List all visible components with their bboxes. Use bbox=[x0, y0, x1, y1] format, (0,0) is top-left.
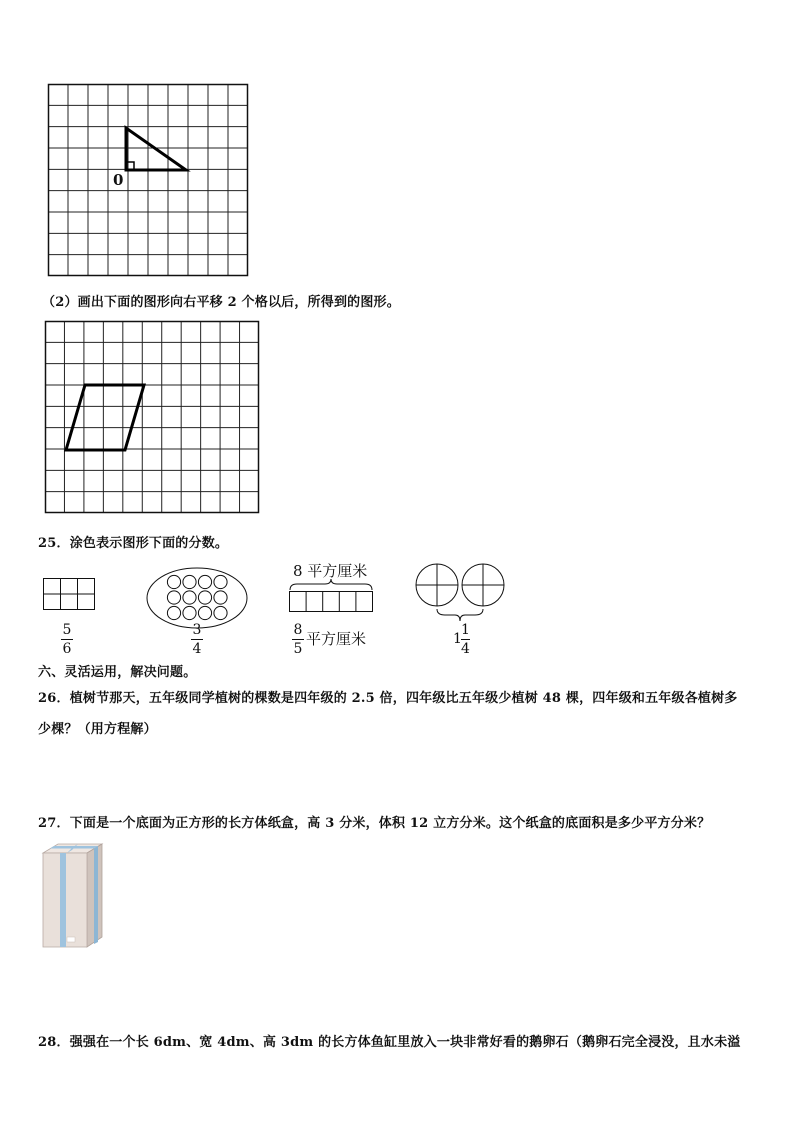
fraction-five-sixths bbox=[61, 623, 73, 656]
right-triangle bbox=[126, 128, 186, 170]
small-circle bbox=[214, 606, 227, 619]
small-circle bbox=[198, 591, 211, 604]
curly-brace-bottom bbox=[437, 609, 483, 621]
strip-top-label: 8 平方厘米 bbox=[293, 562, 368, 580]
small-circle bbox=[167, 606, 180, 619]
parallelogram bbox=[66, 385, 144, 450]
section-six-title: 六、灵活运用，解决问题。 bbox=[38, 665, 197, 680]
small-circle bbox=[198, 606, 211, 619]
small-circle bbox=[198, 575, 211, 588]
denominator: 6 bbox=[62, 641, 72, 657]
oval-twelve-circles bbox=[146, 567, 248, 629]
mixed-number-whole: 1 bbox=[453, 631, 462, 647]
two-quartered-circles bbox=[415, 563, 507, 625]
small-circle bbox=[183, 591, 196, 604]
small-circle bbox=[167, 575, 180, 588]
small-circle bbox=[167, 591, 180, 604]
fraction-one-quarter bbox=[461, 623, 470, 656]
paper-box-illustration bbox=[40, 841, 104, 949]
numerator: 5 bbox=[62, 622, 72, 638]
origin-label: 0 bbox=[113, 171, 124, 189]
strip-unit-label: 平方厘米 bbox=[306, 630, 367, 648]
small-circle bbox=[214, 591, 227, 604]
grid-triangle-figure bbox=[48, 84, 248, 276]
q24-2-instruction: （2）画出下面的图形向右平移 2 个格以后，所得到的图形。 bbox=[42, 295, 400, 310]
numerator: 8 bbox=[293, 622, 303, 638]
denominator: 4 bbox=[192, 641, 202, 657]
grid-parallelogram-figure bbox=[45, 321, 259, 513]
curly-brace-top bbox=[290, 579, 372, 590]
small-circle bbox=[183, 575, 196, 588]
rectangle-six-cells bbox=[43, 578, 95, 610]
small-circle bbox=[183, 606, 196, 619]
q26-line1: 26．植树节那天，五年级同学植树的棵数是四年级的 2.5 倍，四年级比五年级少植树 48 棵，四年级和五年级各植树多 bbox=[38, 691, 738, 706]
strip-five-cells bbox=[289, 578, 373, 614]
q28-text: 28．强强在一个长 6dm、宽 4dm、高 3dm 的长方体鱼缸里放入一块非常好看的鹅卵石（鹅卵石完全浸没，且水未溢 bbox=[38, 1035, 741, 1050]
q25-title: 25．涂色表示图形下面的分数。 bbox=[38, 536, 229, 551]
numerator: 3 bbox=[192, 622, 202, 638]
small-circle bbox=[214, 575, 227, 588]
fraction-three-quarters bbox=[191, 623, 203, 656]
numerator: 1 bbox=[461, 622, 470, 638]
fraction-eight-fifths bbox=[292, 623, 304, 656]
q26-line2: 少棵？（用方程解） bbox=[38, 722, 157, 737]
q27-text: 27．下面是一个底面为正方形的长方体纸盒，高 3 分米，体积 12 立方分米。这个纸盒的底面积是多少平方分米？ bbox=[38, 816, 711, 831]
denominator: 5 bbox=[293, 641, 303, 657]
denominator: 4 bbox=[461, 641, 470, 657]
